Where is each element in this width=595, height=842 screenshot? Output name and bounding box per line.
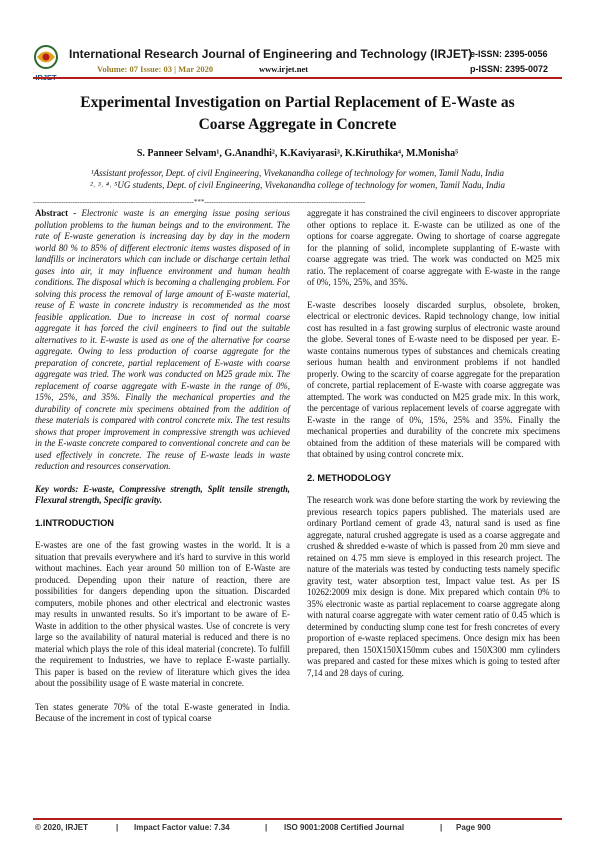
volume-issue: Volume: 07 Issue: 03 | Mar 2020 [97, 64, 214, 74]
affiliation-2: ²˒ ³˒ ⁴˒ ⁵UG students, Dept. of civil Engineering, Vivekanandha college of technology for women, Tamil Nadu, India [89, 180, 506, 190]
abstract-text: Electronic waste is an emerging issue posing serious pollution problems to the human beings and to the environment. The rate of E-waste generation is increasing day by day in the modern world 80 % to 85% of different electronic items wastes disposed of in landfills or incinerators which can include or discharge certain lethal gases into air, it may influence environment and human health conditions. The disposal which is becoming a challenging problem. For solving this process the removal of large amount of E-waste material, reuse of E waste in concrete industry is recommended as the most feasible application. Due to increase in cost of normal coarse aggregate it has forced the civil engineers to find out the suitable alternatives to it. E-waste is used as one of the alternative for coarse aggregate. Owing to less production of coarse aggregate for the preparation of concrete, partial replacement of E-waste with coarse aggregate was tried. The work was conducted on M25 grade mix. The replacement of coarse aggregate with E-waste in the range of 0%, 15%, 25%, and 35%. Finally the mechanical properties and the durability of concrete mix specimens obtained from the addition of these materials is compared with control concrete mix. The test results shows that proper improvement in compressive strength was achieved in the E-waste concrete compared to conventional concrete and can be used effectively in concrete. The reuse of E-waste leads in waste reduction and resources conservation. [35, 208, 290, 471]
abstract [35, 208, 290, 473]
logo-text: IRJET [35, 73, 57, 82]
title-line-1: Experimental Investigation on Partial Replacement of E-Waste as [80, 94, 515, 111]
p-issn: p-ISSN: 2395-0072 [470, 64, 549, 74]
affiliation-1: ¹Assistant professor, Dept. of civil Engineering, Vivekanandha college of technology for women, Tamil Nadu, India [90, 168, 505, 178]
header-rule [33, 77, 562, 79]
left-column [35, 208, 290, 725]
footer-rule [33, 818, 562, 820]
abstract-label: Abstract - [35, 208, 77, 218]
footer-divider: | [265, 823, 268, 832]
title-line-2: Coarse Aggregate in Concrete [198, 116, 397, 133]
paper-title [40, 92, 555, 136]
section-separator: ---------------------------------------------------------------------***--------------------------------------------------------------------- [33, 198, 366, 206]
right-paragraph-1: aggregate it has constrained the civil engineers to discover appropriate other options to replace it. E-waste can be utilized as one of the options for coarse aggregate. Owing to shortage of coarse aggregate for the planning of solid, incomplete supplanting of E-waste with coarse aggregate was tried. The work was conducted on M25 mix ratio. The replacement of coarse aggregate with E-waste in the range of 0%, 15%, 25%, and 35%. [307, 208, 560, 287]
footer-divider: | [440, 823, 443, 832]
footer-divider: | [116, 823, 119, 832]
methodology-heading: 2. METHODOLOGY [307, 472, 392, 483]
author-list: S. Panneer Selvam¹, G.Anandhi², K.Kaviyarasi³, K.Kiruthika⁴, M.Monisha⁵ [136, 148, 459, 159]
keywords: Key words: E-waste, Compressive strength, Split tensile strength, Flexural strength, Specific gravity. [35, 483, 290, 505]
journal-title: International Research Journal of Engineering and Technology (IRJET) [69, 47, 473, 61]
e-issn: e-ISSN: 2395-0056 [470, 49, 548, 59]
footer-page-number: Page 900 [456, 823, 491, 832]
introduction-paragraph-2: Ten states generate 70% of the total E-waste generated in India. Because of the increment in cost of typical coarse [35, 701, 290, 723]
footer-impact-factor: Impact Factor value: 7.34 [134, 823, 230, 832]
introduction-paragraph-1: E-wastes are one of the fast growing wastes in the world. It is a situation that prevails everywhere and it's hard to survive in this world without machines. Each year around 50 million ton of E-Waste are produced. Depending upon their nature of reaction, there are possibilities for dangers depending upon the situation. Discarded computers, mobile phones and other electrical and electronic wastes may results in unwanted results. So it's important to be aware of E-Waste in addition to the other physical wastes. Use of concrete is very large so the availability of natural material is reduced and there is no material which plays the role of this ideal material (concrete). To fulfill the requirement to Industries, we have to replace E-waste partially. This paper is based on the review of literature which gives the idea about the possibility usage of E waste material in concrete. [35, 540, 290, 688]
methodology-paragraph: The research work was done before starting the work by reviewing the previous research topics papers published. The materials used are ordinary Portland cement of grade 43, natural sand is used as fine aggregate, natural crushed aggregate is used as a coarse aggregate and crushed & shredded e-waste of which is passed from 20 mm sieve and retained on 4.75 mm sieve is employed in this research project. The nature of the materials was tested by conducting tests namely specific gravity test, water absorption test, Impact value test. As per IS 10262:2009 mix design is done. Mix prepared which contain 0% to 35% electronic waste as partial replacement to coarse aggregate along with natural coarse aggregate with water cement ratio of 0.45 which is determined by conducting slump cone test for fresh concretes of every proportion of e-waste replaced specimens. Once design mix has been prepared, then 150X150X150mm cubes and 150X300 mm cylinders was prepared and casted for these mixes which is going to tested after 7,14 and 28 days of curing. [307, 495, 560, 678]
introduction-heading: 1.INTRODUCTION [35, 517, 115, 528]
footer-copyright: © 2020, IRJET [35, 823, 89, 832]
website-link[interactable]: www.irjet.net [259, 64, 309, 74]
right-column [307, 208, 560, 679]
footer-iso: ISO 9001:2008 Certified Journal [284, 823, 405, 832]
right-paragraph-2: E-waste describes loosely discarded surplus, obsolete, broken, electrical or electronic devices. Rapid technology change, low initial cost has resulted in a fast growing surplus of electronic waste around the globe. Several tones of E-waste need to be disposed per year. E-waste contains numerous types of substances and chemicals creating serious human health and environment problems if not handled properly. Owing to the scarcity of coarse aggregate for the preparation of concrete, partial replacement of E-waste with coarse aggregate was attempted. The work was conducted on M25 grade mix. In this work, the percentage of various replacement levels of coarse aggregate with E-waste in the range of 0%, 15%, 25% and 35%. Finally the mechanical properties and durability of the concrete mix specimens obtained from the addition of these materials will be compared with that obtained by using control concrete mix. [307, 299, 560, 459]
